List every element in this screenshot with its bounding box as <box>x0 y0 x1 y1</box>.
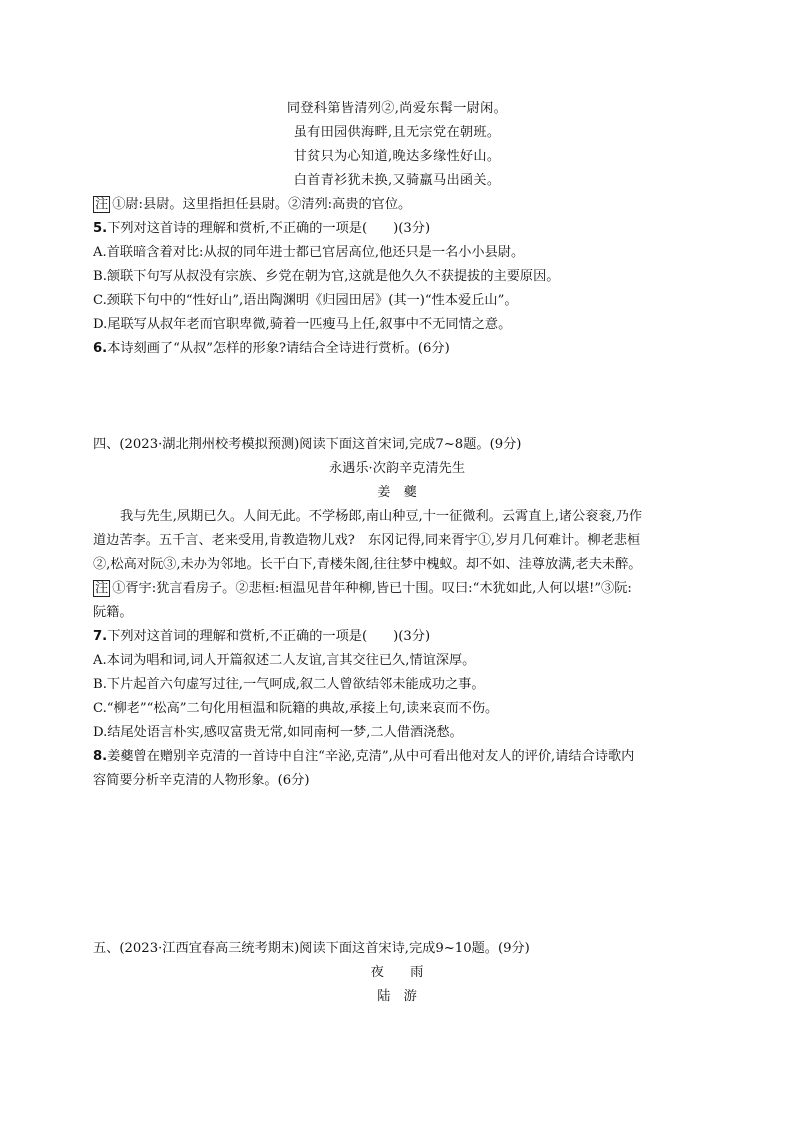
shi-title: 夜 雨 <box>370 965 424 980</box>
ci-body-line-2: 道边苦李。五千言、老来受用,肯教造物儿戏? 东冈记得,同来胥宇①,岁月几何难计。柳老悲桓 <box>93 533 641 548</box>
section-4-header: 四、(2023·湖北荆州校考模拟预测)阅读下面这首宋词,完成7~8题。(9分) <box>93 437 522 452</box>
shi-author: 陆 游 <box>377 989 417 1004</box>
option-b: B.颔联下句写从叔没有宗族、乡党在朝为官,这就是他久久不获提拔的主要原因。 <box>93 269 560 284</box>
option-c: C.“柳老”“松高”二句化用桓温和阮籍的典故,承接上句,读来哀而不伤。 <box>93 701 499 716</box>
question-6 <box>93 340 450 358</box>
ci-title: 永遇乐·次韵辛克清先生 <box>328 461 466 476</box>
poem-line-2: 虽有田园供海畔,且无宗党在朝班。 <box>293 125 501 140</box>
note-text: ①尉:县尉。这里指担任县尉。②清列:高贵的官位。 <box>112 197 412 212</box>
poem-line-1: 同登科第皆清列②,尚爱东髯一尉闲。 <box>286 101 508 116</box>
question-score: )(3分) <box>393 221 431 236</box>
ci-body-line-1: 我与先生,夙期已久。人间无此。不学杨郎,南山种豆,十一征微利。云霄直上,诸公衮衮,乃作 <box>120 509 643 524</box>
ci-note-cont: 阮籍。 <box>93 605 133 620</box>
note-mark: 注 <box>95 197 109 212</box>
question-number: 6. <box>93 341 108 356</box>
question-score: )(3分) <box>393 629 431 644</box>
question-number: 5. <box>93 221 108 236</box>
ci-body-line-3: ②,松高对阮③,未办为邻地。长干白下,青楼朱阁,往往梦中槐蚁。却不如、洼尊放满,老夫未醉。 <box>93 557 642 572</box>
option-b: B.下片起首六句虚写过往,一气呵成,叙二人曾欲结邻未能成功之事。 <box>93 677 485 692</box>
section-5-header: 五、(2023·江西宜春高三统考期末)阅读下面这首宋诗,完成9~10题。(9分) <box>93 941 530 956</box>
poem1-note <box>93 196 411 214</box>
question-8 <box>93 748 634 766</box>
question-stem: 下列对这首词的理解和赏析,不正确的一项是( <box>107 629 368 644</box>
question-stem: 姜夔曾在赠别辛克清的一首诗中自注“辛泌,克清”,从中可看出他对友人的评价,请结合诗歌内 <box>107 749 635 764</box>
question-stem: 下列对这首诗的理解和赏析,不正确的一项是( <box>107 221 368 236</box>
question-number: 7. <box>93 629 108 644</box>
option-a: A.首联暗含着对比:从叔的同年进士都已官居高位,他还只是一名小小县尉。 <box>93 245 525 260</box>
question-stem: 本诗刻画了“从叔”怎样的形象?请结合全诗进行赏析。(6分) <box>107 341 450 356</box>
question-8-cont: 容简要分析辛克清的人物形象。(6分) <box>93 773 310 788</box>
note-text: ①胥宇:犹言看房子。②悲桓:桓温见昔年种柳,皆已十围。叹曰:“木犹如此,人何以堪!”③阮: <box>112 581 632 596</box>
option-a: A.本词为唱和词,词人开篇叙述二人友谊,言其交往已久,情谊深厚。 <box>93 653 476 668</box>
ci-note <box>93 580 632 598</box>
question-number: 8. <box>93 749 108 764</box>
note-mark: 注 <box>95 581 109 596</box>
option-c: C.颈联下句中的“性好山”,语出陶渊明《归园田居》(其一)“性本爱丘山”。 <box>93 293 518 308</box>
ci-author: 姜 夔 <box>377 485 417 500</box>
question-7 <box>93 628 430 646</box>
question-5 <box>93 220 430 238</box>
poem-line-4: 白首青衫犹未换,又骑羸马出函关。 <box>293 173 501 188</box>
option-d: D.尾联写从叔年老而官职卑微,骑着一匹瘦马上任,叙事中不无同情之意。 <box>93 317 512 332</box>
poem-line-3: 甘贫只为心知道,晚达多缘性好山。 <box>293 149 501 164</box>
option-d: D.结尾处语言朴实,感叹富贵无常,如同南柯一梦,二人借酒浇愁。 <box>93 725 463 740</box>
